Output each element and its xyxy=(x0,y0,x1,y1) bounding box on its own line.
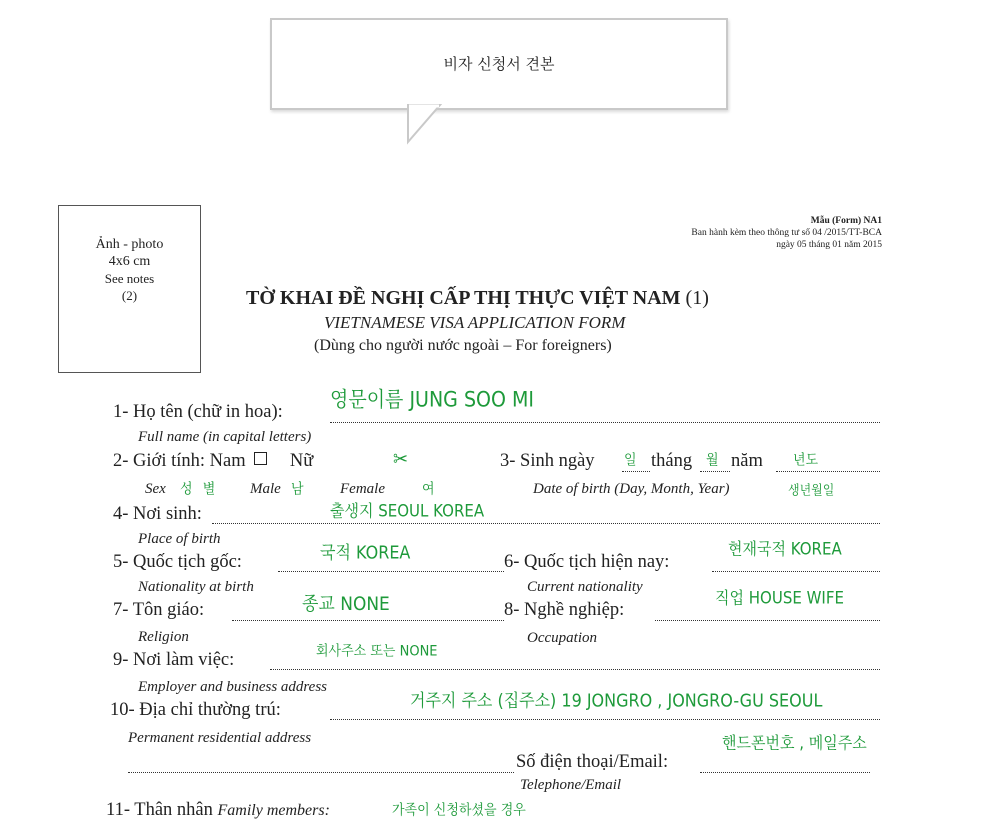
phone-sublabel: Telephone/Email xyxy=(520,777,622,793)
field-2-ko-sex: 성 별 xyxy=(180,481,219,498)
field-4-label: 4- Nơi sinh: xyxy=(113,504,202,524)
female-label: Nữ xyxy=(289,451,314,471)
field-8-label: 8- Nghề nghiệp: xyxy=(504,600,625,620)
field-1-sublabel: Full name (in capital letters) xyxy=(138,429,312,445)
form-date: ngày 05 tháng 01 năm 2015 xyxy=(776,240,882,250)
field-11-sublabel: Family members: xyxy=(217,802,330,819)
field-2-label-text: 2- Giới tính: Nam xyxy=(113,451,246,471)
field-5-sublabel: Nationality at birth xyxy=(138,579,254,595)
field-10-sublabel: Permanent residential address xyxy=(128,730,312,746)
field-8-sublabel: Occupation xyxy=(527,630,597,646)
field-11-value: 가족이 신청하셨을 경우 xyxy=(392,802,526,819)
field-11-label-text: 11- Thân nhân xyxy=(106,800,213,820)
field-5-line[interactable] xyxy=(278,571,504,572)
female-check-mark[interactable]: ✂ xyxy=(393,447,409,472)
field-5-value: 국적 KOREA xyxy=(320,542,411,564)
field-7-line[interactable] xyxy=(232,620,504,621)
field-6-sublabel: Current nationality xyxy=(527,579,643,595)
field-4-sublabel: Place of birth xyxy=(138,531,221,547)
callout-text: 비자 신청서 견본 xyxy=(443,55,555,73)
field-4-value: 출생지 SEOUL KOREA xyxy=(330,501,485,521)
callout-tail xyxy=(400,104,450,146)
form-reference xyxy=(691,215,882,251)
field-6-value: 현재국적 KOREA xyxy=(728,539,842,559)
form-title-note: (1) xyxy=(685,287,709,309)
field-1-label: 1- Họ tên (chữ in hoa): xyxy=(113,402,283,422)
field-7-sublabel: Religion xyxy=(138,629,189,645)
field-2-sublabel-male: Male xyxy=(250,481,281,497)
field-2-sublabel-female: Female xyxy=(340,481,385,497)
field-6-line[interactable] xyxy=(712,571,880,572)
field-7-value: 종교 NONE xyxy=(302,593,390,616)
field-3-day-line[interactable] xyxy=(622,471,650,472)
form-title-text: TỜ KHAI ĐỀ NGHỊ CẤP THỊ THỰC VIỆT NAM xyxy=(246,287,681,309)
field-9-label: 9- Nơi làm việc: xyxy=(113,650,235,670)
field-10-line[interactable] xyxy=(330,719,880,720)
field-8-line[interactable] xyxy=(655,620,880,621)
field-3-year-line[interactable] xyxy=(776,471,880,472)
field-3-month-label: tháng xyxy=(651,451,693,471)
field-7-label: 7- Tôn giáo: xyxy=(113,600,205,620)
field-11-label xyxy=(106,800,330,821)
field-6-label: 6- Quốc tịch hiện nay: xyxy=(504,552,670,572)
field-10-line-2[interactable] xyxy=(128,772,514,773)
field-3-ko-sublabel: 생년월일 xyxy=(788,482,835,498)
field-3-month-value: 월 xyxy=(706,452,719,469)
field-8-value: 직업 HOUSE WIFE xyxy=(715,588,844,608)
field-2-label xyxy=(113,451,313,472)
field-2-sublabel-sex: Sex xyxy=(145,481,166,497)
form-code: Mẫu (Form) NA1 xyxy=(810,216,882,226)
field-9-value: 회사주소 또는 NONE xyxy=(316,643,438,660)
field-3-label xyxy=(500,451,595,472)
phone-label: Số điện thoại/Email: xyxy=(516,752,669,772)
field-10-label: 10- Địa chỉ thường trú: xyxy=(110,700,281,720)
callout-box xyxy=(270,18,728,110)
photo-size: 4x6 cm xyxy=(108,254,151,269)
photo-label: Ảnh - photo xyxy=(95,237,164,252)
field-3-year-value: 년도 xyxy=(793,452,819,469)
phone-line[interactable] xyxy=(700,772,870,773)
male-checkbox[interactable] xyxy=(254,452,267,465)
field-9-line[interactable] xyxy=(270,669,880,670)
field-3-sublabel: Date of birth (Day, Month, Year) xyxy=(533,481,730,497)
field-3-day-label: 3- Sinh ngày xyxy=(500,451,595,471)
field-10-value: 거주지 주소 (집주소) 19 JONGRO , JONGRO-GU SEOUL xyxy=(410,690,823,712)
form-circular: Ban hành kèm theo thông tư số 04 /2015/TT-BCA xyxy=(691,228,882,238)
field-3-year-label: năm xyxy=(731,451,763,471)
field-2-ko-female: 여 xyxy=(422,481,435,498)
field-9-sublabel: Employer and business address xyxy=(138,679,328,695)
field-4-line[interactable] xyxy=(212,523,880,524)
field-1-value: 영문이름 JUNG SOO MI xyxy=(330,388,534,413)
field-3-day-value: 일 xyxy=(624,452,637,469)
form-title xyxy=(246,287,709,310)
photo-note: See notes xyxy=(104,271,155,286)
form-subtitle: VIETNAMESE VISA APPLICATION FORM xyxy=(324,313,626,332)
photo-note-number: (2) xyxy=(121,288,138,303)
phone-value: 핸드폰번호 , 메일주소 xyxy=(722,733,867,753)
photo-placeholder xyxy=(58,205,201,373)
field-2-ko-male: 남 xyxy=(291,481,304,498)
field-5-label: 5- Quốc tịch gốc: xyxy=(113,552,242,572)
field-3-month-line[interactable] xyxy=(700,471,730,472)
field-1-line[interactable] xyxy=(330,422,880,423)
form-audience-note: (Dùng cho người nước ngoài – For foreigners) xyxy=(314,337,612,354)
